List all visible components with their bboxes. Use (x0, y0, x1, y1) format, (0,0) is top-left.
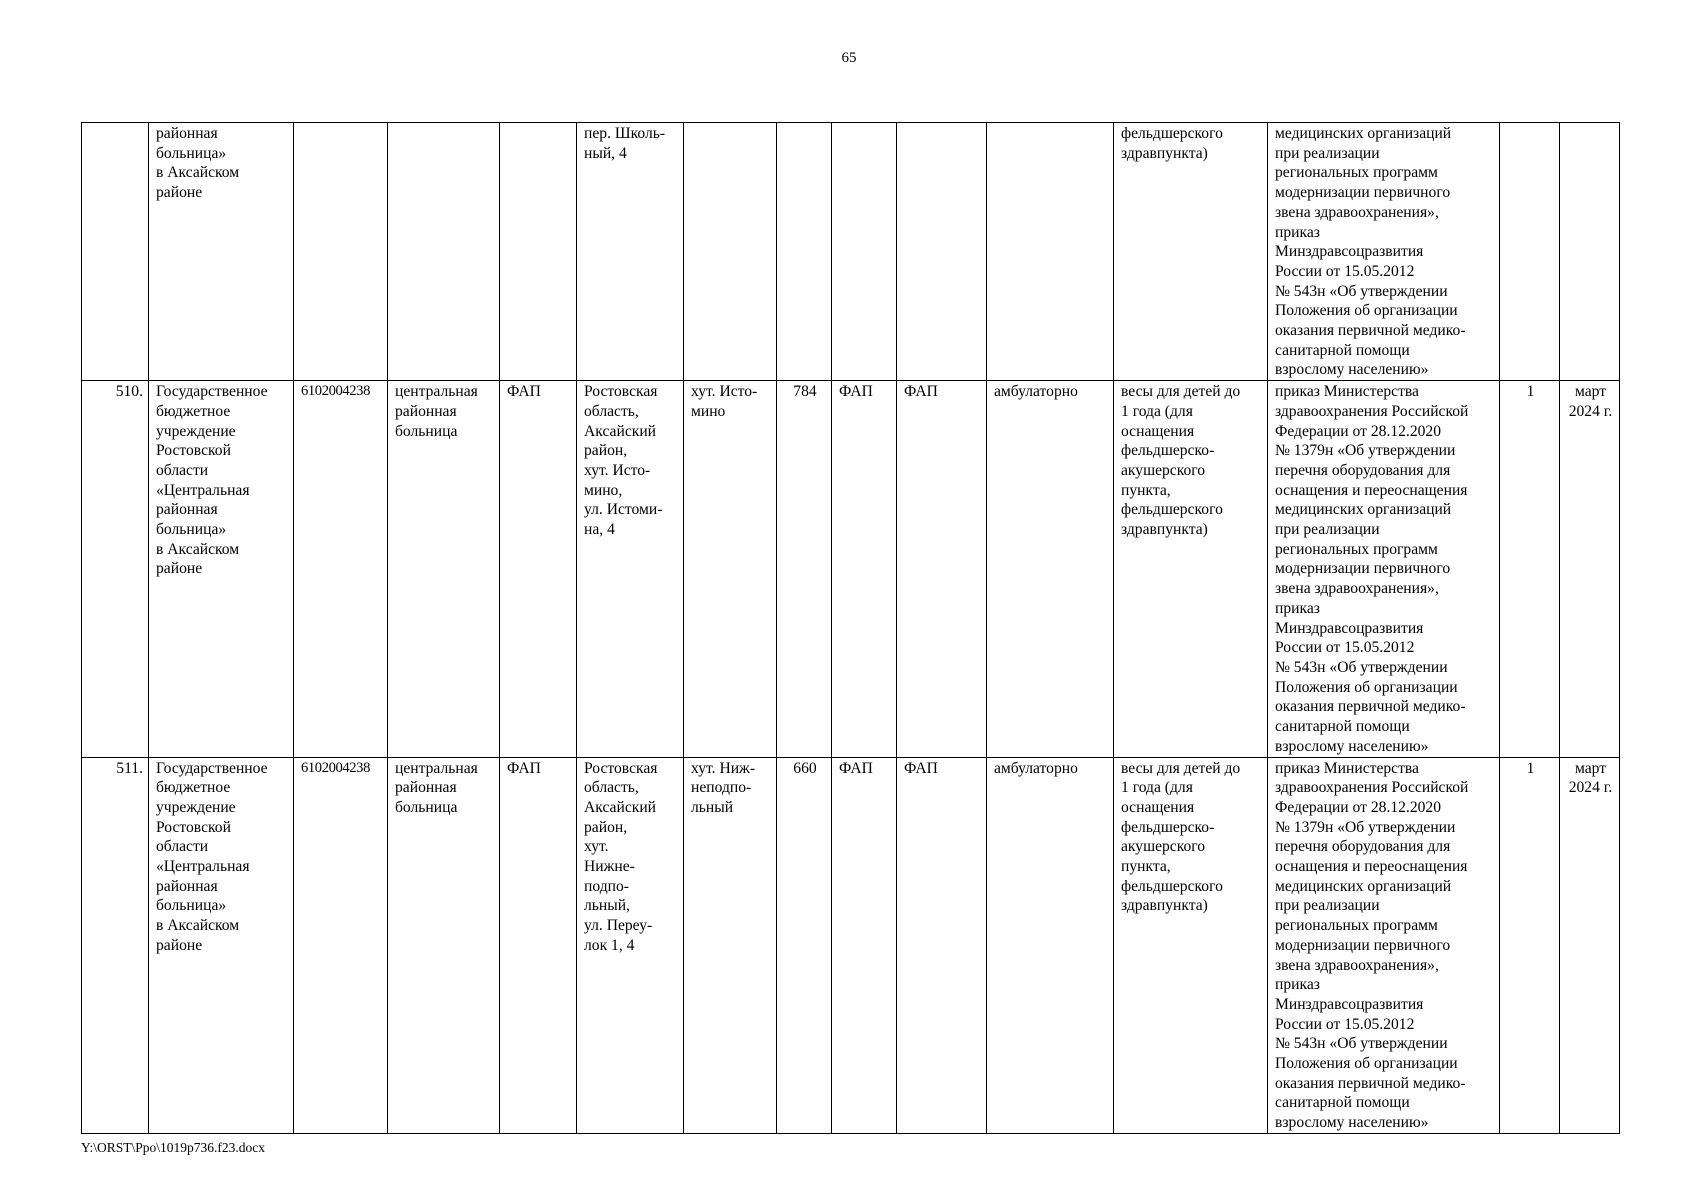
cell-institution: районная больница» в Аксайском районе (149, 123, 294, 381)
footer-file-path: Y:\ORST\Ppo\1019p736.f23.docx (81, 1140, 266, 1155)
cell-care: амбулаторно (987, 757, 1114, 1133)
cell-number: 510. (82, 381, 149, 757)
cell-date: март 2024 г. (1560, 757, 1620, 1133)
cell-unit-2: ФАП (897, 381, 987, 757)
cell-date: март 2024 г. (1560, 381, 1620, 757)
cell-number (82, 123, 149, 381)
cell-unit-2 (897, 123, 987, 381)
cell-basis: медицинских организаций при реализации региональных программ модернизации первичного звена здравоохранения», приказ Минздравсоцразвития России от 15.05.2012 № 543н «Об утверждении Положения об организации оказания первичной медико- санитарной помощи взрослому населению» (1268, 123, 1500, 381)
equipment-table (81, 122, 1620, 1134)
cell-type: центральная районная больница (388, 757, 500, 1133)
cell-subdivision: ФАП (500, 757, 577, 1133)
cell-number: 511. (82, 757, 149, 1133)
cell-address: Ростовская область, Аксайский район, хут. Нижне- подпо- льный, ул. Переу- лок 1, 4 (577, 757, 684, 1133)
table-row (82, 381, 1620, 757)
cell-institution: Государственное бюджетное учреждение Ростовской области «Центральная районная больница» в Аксайском районе (149, 757, 294, 1133)
cell-care: амбулаторно (987, 381, 1114, 757)
cell-inn: 6102004238 (294, 757, 388, 1133)
cell-equipment: весы для детей до 1 года (для оснащения фельдшерско- акушерского пункта, фельдшерского здравпункта) (1114, 757, 1268, 1133)
cell-unit-1 (832, 123, 897, 381)
cell-date (1560, 123, 1620, 381)
cell-population: 784 (777, 381, 832, 757)
cell-quantity: 1 (1500, 757, 1560, 1133)
cell-type: центральная районная больница (388, 381, 500, 757)
cell-equipment: фельдшерского здравпункта) (1114, 123, 1268, 381)
cell-settlement: хут. Ниж- неподпо- льный (684, 757, 777, 1133)
cell-inn (294, 123, 388, 381)
table-row (82, 123, 1620, 381)
cell-address: Ростовская область, Аксайский район, хут. Исто- мино, ул. Истоми- на, 4 (577, 381, 684, 757)
cell-quantity (1500, 123, 1560, 381)
cell-unit-2: ФАП (897, 757, 987, 1133)
cell-settlement: хут. Исто- мино (684, 381, 777, 757)
cell-unit-1: ФАП (832, 381, 897, 757)
cell-population (777, 123, 832, 381)
cell-population: 660 (777, 757, 832, 1133)
cell-basis: приказ Министерства здравоохранения Российской Федерации от 28.12.2020 № 1379н «Об утверждении перечня оборудования для оснащения и переоснащения медицинских организаций при реализации региональных программ модернизации первичного звена здравоохранения», приказ Минздравсоцразвития России от 15.05.2012 № 543н «Об утверждении Положения об организации оказания первичной медико- санитарной помощи взрослому населению» (1268, 381, 1500, 757)
cell-basis: приказ Министерства здравоохранения Российской Федерации от 28.12.2020 № 1379н «Об утверждении перечня оборудования для оснащения и переоснащения медицинских организаций при реализации региональных программ модернизации первичного звена здравоохранения», приказ Минздравсоцразвития России от 15.05.2012 № 543н «Об утверждении Положения об организации оказания первичной медико- санитарной помощи взрослому населению» (1268, 757, 1500, 1133)
cell-equipment: весы для детей до 1 года (для оснащения фельдшерско- акушерского пункта, фельдшерского здравпункта) (1114, 381, 1268, 757)
cell-settlement (684, 123, 777, 381)
cell-type (388, 123, 500, 381)
table-row (82, 757, 1620, 1133)
cell-address: пер. Школь- ный, 4 (577, 123, 684, 381)
cell-unit-1: ФАП (832, 757, 897, 1133)
page-number: 65 (841, 50, 857, 66)
cell-subdivision (500, 123, 577, 381)
cell-quantity: 1 (1500, 381, 1560, 757)
cell-inn: 6102004238 (294, 381, 388, 757)
cell-care (987, 123, 1114, 381)
cell-subdivision: ФАП (500, 381, 577, 757)
cell-institution: Государственное бюджетное учреждение Ростовской области «Центральная районная больница» в Аксайском районе (149, 381, 294, 757)
